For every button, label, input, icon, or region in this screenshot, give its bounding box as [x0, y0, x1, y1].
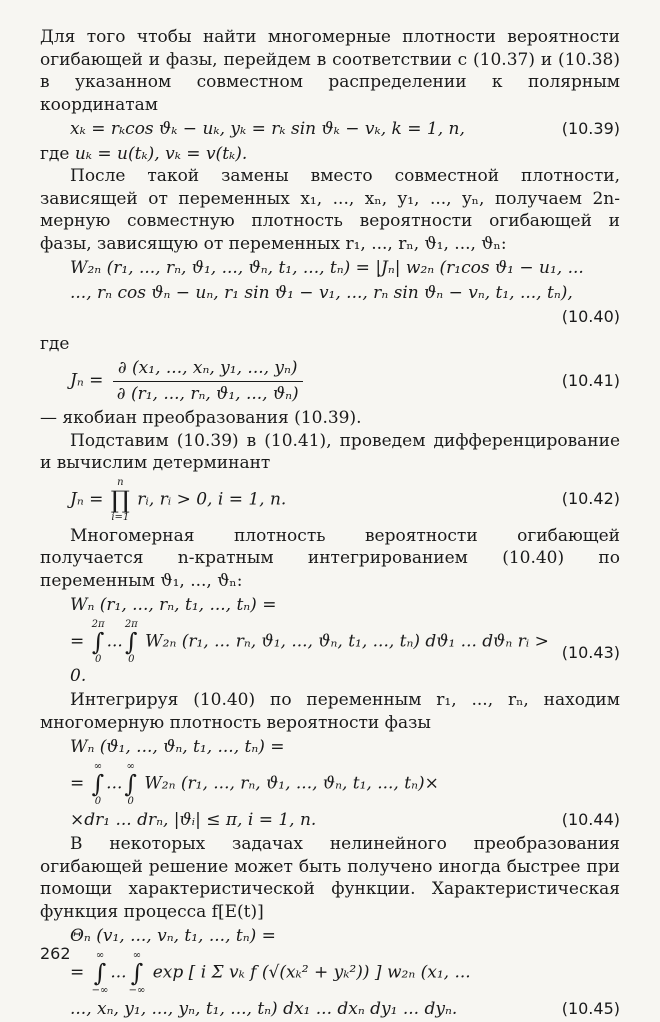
integral-operator — [92, 761, 105, 807]
exp-argument: i Σ vₖ f (√(xₖ² + yₖ²)) — [200, 962, 370, 982]
integral-operator — [129, 950, 146, 996]
equation-10-45-line3 — [40, 998, 620, 1021]
equation-10-44-line2-body — [40, 761, 620, 807]
density-factor: w₂ₙ (x₁, ... — [386, 962, 471, 982]
integral-upper-limit: ∞ — [95, 949, 105, 961]
equation-10-40-line2 — [40, 282, 620, 305]
equation-10-43-line2 — [40, 619, 620, 688]
integrand: W₂ₙ (r₁, ..., rₙ, ϑ₁, ..., ϑₙ, t₁, ..., tₙ)× — [144, 773, 439, 793]
equation-10-44-line3 — [40, 809, 620, 832]
integral-upper-limit: ∞ — [132, 949, 142, 961]
equation-number: (10.41) — [561, 370, 620, 390]
ellipsis: ... — [106, 773, 123, 793]
paragraph-substitute: Подставим (10.39) в (10.41), проведем дифференцирование и вычислим детерминант — [40, 430, 620, 473]
integral-operator — [92, 950, 109, 996]
equation-10-43-line1-body: Wₙ (r₁, ..., rₙ, t₁, ..., tₙ) = — [70, 595, 277, 615]
integral-symbol: ∫ — [93, 958, 107, 987]
equation-10-41 — [40, 357, 620, 405]
paragraph-intro: Для того чтобы найти многомерные плотности вероятности огибающей и фазы, перейдем в соответствии с (10.37) и (10.38) в указанном совместном распределении к полярным координатам — [40, 27, 620, 115]
integral-lower-limit: −∞ — [128, 984, 146, 996]
integral-symbol: ∫ — [91, 769, 105, 798]
jacobian-lhs: Jₙ = — [70, 370, 104, 391]
ellipsis: ... — [106, 631, 123, 651]
integral-operator — [92, 619, 105, 665]
product-symbol: ∏ — [110, 485, 130, 514]
integral-lower-limit: 0 — [94, 653, 102, 665]
equation-10-40-line1-body: W₂ₙ (r₁, ..., rₙ, ϑ₁, ..., ϑₙ, t₁, ..., tₙ) = |Jₙ| w₂ₙ (r₁cos ϑ₁ − u₁, ... — [70, 258, 584, 278]
product-operator — [111, 477, 130, 523]
product-lower-limit: i=1 — [111, 511, 130, 523]
equation-10-41-body — [40, 357, 550, 405]
equation-10-45-line1-body: Θₙ (v₁, ..., vₙ, t₁, ..., tₙ) = — [70, 926, 276, 946]
equals-sign: = — [70, 962, 85, 982]
paragraph-characteristic-function: В некоторых задачах нелинейного преобразования огибающей решение может быть получено иногда быстрее при помощи характеристической функции. Характеристическая функция процесса f[E(t)] — [40, 834, 620, 922]
equation-10-40-line2-body: ..., rₙ cos ϑₙ − uₙ, r₁ sin ϑ₁ − v₁, ..., rₙ sin ϑₙ − vₙ, t₁, ..., tₙ), — [70, 282, 573, 303]
paragraph-envelope-density: Многомерная плотность вероятности огибающей получается n-кратным интегрированием (10.40) по переменным ϑ₁, ..., ϑₙ: — [40, 525, 620, 591]
paragraph-where-1 — [40, 143, 620, 166]
jacobian-denominator: ∂ (r₁, ..., rₙ, ϑ₁, ..., ϑₙ) — [116, 383, 299, 404]
equation-10-39-body: xₖ = rₖcos ϑₖ − uₖ, yₖ = rₖ sin ϑₖ − vₖ, k = 1, n, — [70, 119, 465, 139]
integrand: W₂ₙ (r₁, ... rₙ, ϑ₁, ..., ϑₙ, t₁, ..., tₙ) dϑ₁ ... dϑₙ rᵢ > 0. — [70, 631, 549, 686]
integral-lower-limit: −∞ — [91, 984, 109, 996]
equals-sign: = — [70, 631, 85, 651]
equation-10-45-line3-body: ..., xₙ, y₁, ..., yₙ, t₁, ..., tₙ) dx₁ ... dxₙ dy₁ ... dyₙ. — [70, 998, 458, 1019]
determinant-lhs: Jₙ = — [70, 489, 104, 509]
determinant-rhs: rᵢ, rᵢ > 0, i = 1, n. — [137, 489, 287, 509]
equation-10-39 — [40, 118, 620, 141]
integral-upper-limit: 2π — [124, 618, 138, 630]
equation-10-44-line1-body: Wₙ (ϑ₁, ..., ϑₙ, t₁, ..., tₙ) = — [70, 737, 285, 757]
left-bracket: [ — [188, 962, 196, 982]
equation-10-44-line2 — [40, 761, 620, 807]
paragraph-phase-density: Интегрируя (10.40) по переменным r₁, ..., rₙ, находим многомерную плотность вероятности фазы — [40, 690, 620, 733]
paragraph-where-2: где — [40, 333, 70, 354]
paragraph-jacobian-note: — якобиан преобразования (10.39). — [40, 408, 362, 428]
equation-number: (10.45) — [561, 998, 620, 1018]
product-upper-limit: n — [117, 476, 124, 488]
equation-number: (10.44) — [561, 809, 620, 829]
page-body — [40, 26, 620, 1022]
where-definitions: uₖ = u(tₖ), vₖ = v(tₖ). — [74, 143, 248, 164]
equation-10-44-line1 — [40, 736, 620, 759]
equals-sign: = — [70, 773, 85, 793]
jacobian-numerator: ∂ (x₁, ..., xₙ, y₁, ..., yₙ) — [113, 357, 303, 382]
integral-upper-limit: ∞ — [93, 760, 103, 772]
equation-number: (10.43) — [561, 642, 620, 662]
equation-10-45-line2-body — [40, 950, 620, 996]
integral-lower-limit: 0 — [127, 795, 134, 807]
page-number: 262 — [40, 944, 71, 963]
integral-operator — [124, 761, 137, 807]
equation-10-44-line3-body: ×dr₁ ... drₙ, |ϑᵢ| ≤ π, i = 1, n. — [70, 809, 317, 830]
equation-10-42 — [40, 477, 620, 523]
integral-symbol: ∫ — [124, 769, 137, 798]
integral-operator — [125, 619, 138, 665]
integral-lower-limit: 0 — [94, 795, 102, 807]
right-bracket: ] — [374, 962, 382, 982]
integral-symbol: ∫ — [125, 627, 138, 656]
equation-10-45-line1 — [40, 925, 620, 948]
exp-function: exp — [152, 962, 184, 982]
equation-10-43-line2-body — [40, 619, 550, 688]
integral-upper-limit: ∞ — [126, 760, 135, 772]
equation-10-40-line1 — [40, 257, 620, 280]
integral-lower-limit: 0 — [128, 653, 135, 665]
equation-10-43-line1 — [40, 594, 620, 617]
equation-number: (10.40) — [561, 307, 620, 326]
equation-10-42-body — [40, 477, 550, 523]
integral-symbol: ∫ — [91, 627, 105, 656]
equation-number: (10.42) — [561, 489, 620, 509]
equation-10-45-line2 — [40, 950, 620, 996]
ellipsis: ... — [110, 962, 127, 982]
paragraph-after-substitution: После такой замены вместо совместной плотности, зависящей от переменных x₁, ..., xₙ, y₁, ..., yₙ, получаем 2n-мерную совместную плотность вероятности огибающей и фазы, зависящую от переменных r₁, ..., rₙ, ϑ₁, ..., ϑₙ: — [40, 166, 620, 254]
integral-upper-limit: 2π — [91, 618, 105, 630]
integral-symbol: ∫ — [130, 958, 144, 987]
where-word: где — [40, 143, 70, 164]
jacobian-fraction — [113, 357, 303, 405]
equation-number: (10.39) — [561, 119, 620, 138]
